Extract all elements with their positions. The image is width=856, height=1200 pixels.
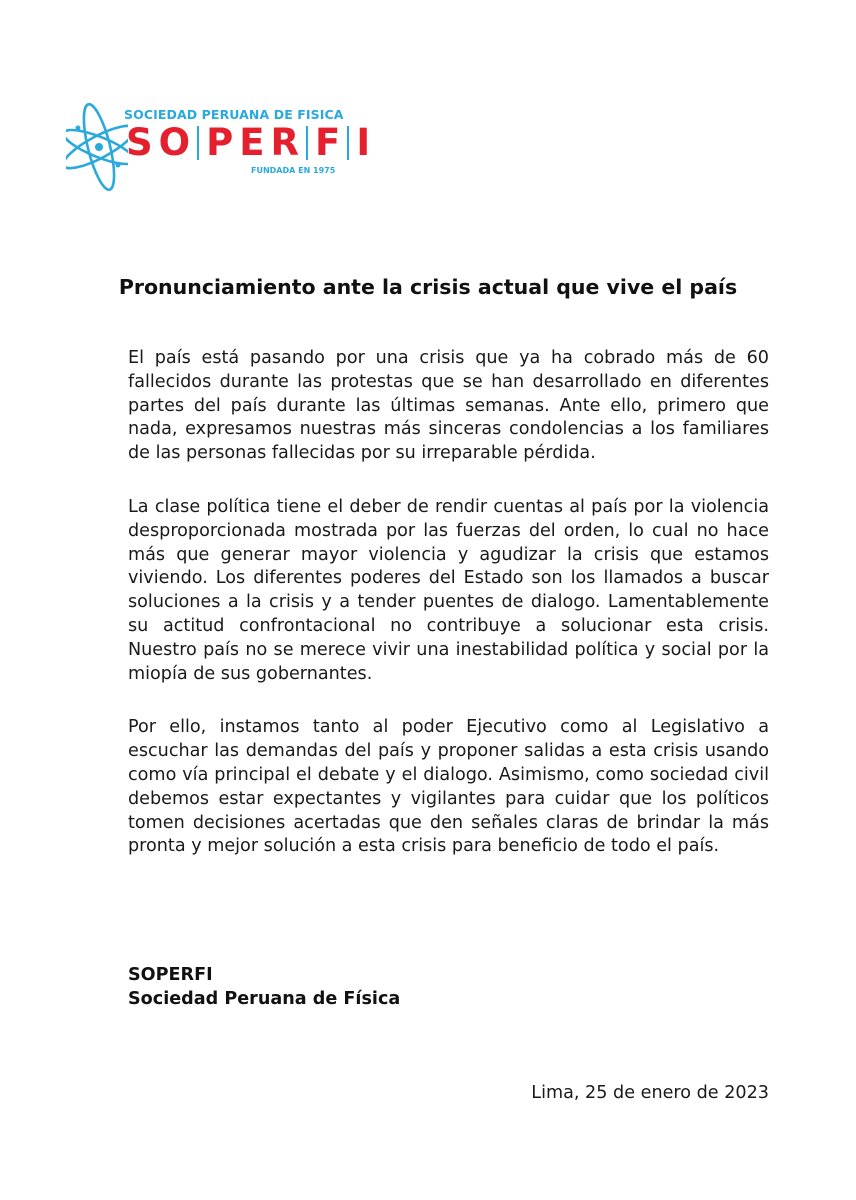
logo-letter: P	[206, 121, 234, 164]
document-body	[128, 347, 769, 889]
logo-letter: O	[158, 121, 191, 164]
logo-letter: F	[315, 121, 341, 164]
atom-icon	[66, 98, 128, 196]
logo-letter: E	[239, 121, 265, 164]
logo-divider	[347, 126, 349, 160]
paragraph: La clase política tiene el deber de rendir cuentas al país por la violencia desproporcionada mostrada por las fuerzas del orden, lo cual no hace más que generar mayor violencia y agudizar la crisis que estamos viviendo. Los diferentes poderes del Estado son los llamados a buscar soluciones a la crisis y a tender puentes de dialogo. Lamentablemente su actitud confrontacional no contribuye a solucionar esta crisis. Nuestro país no se merece vivir una inestabilidad política y social por la miopía de sus gobernantes.	[128, 496, 769, 684]
paragraph: El país está pasando por una crisis que ya ha cobrado más de 60 fallecidos durante las protestas que se han desarrollado en diferentes partes del país durante las últimas semanas. Ante ello, primero que nada, expresamos nuestras más sinceras condolencias a los familiares de las personas fallecidas por su irreparable pérdida.	[128, 348, 769, 464]
logo-divider	[306, 126, 308, 160]
document-title: Pronunciamiento ante la crisis actual que vive el país	[118, 275, 738, 299]
logo-letter: S	[126, 121, 153, 164]
logo-letter: R	[270, 121, 300, 164]
logo-letter: I	[356, 121, 371, 164]
logo-founded-text: FUNDADA EN 1975	[251, 166, 336, 175]
place-and-date: Lima, 25 de enero de 2023	[531, 1083, 769, 1103]
logo-society-name: SOCIEDAD PERUANA DE FISICA	[124, 107, 344, 122]
soperfi-logo	[66, 98, 371, 196]
signature-block	[128, 963, 400, 1011]
logo-wordmark	[126, 123, 376, 163]
signature-org-full: Sociedad Peruana de Física	[128, 989, 401, 1009]
signature-org-short: SOPERFI	[128, 965, 213, 985]
paragraph: Por ello, instamos tanto al poder Ejecutivo como al Legislativo a escuchar las demandas del país y proponer salidas a esta crisis usando como vía principal el debate y el dialogo. Asimismo, como sociedad civil debemos estar expectantes y vigilantes para cuidar que los políticos tomen decisiones acertadas que den señales claras de brindar la más pronta y mejor solución a esta crisis para beneficio de todo el país.	[128, 717, 769, 857]
logo-divider	[197, 126, 199, 160]
